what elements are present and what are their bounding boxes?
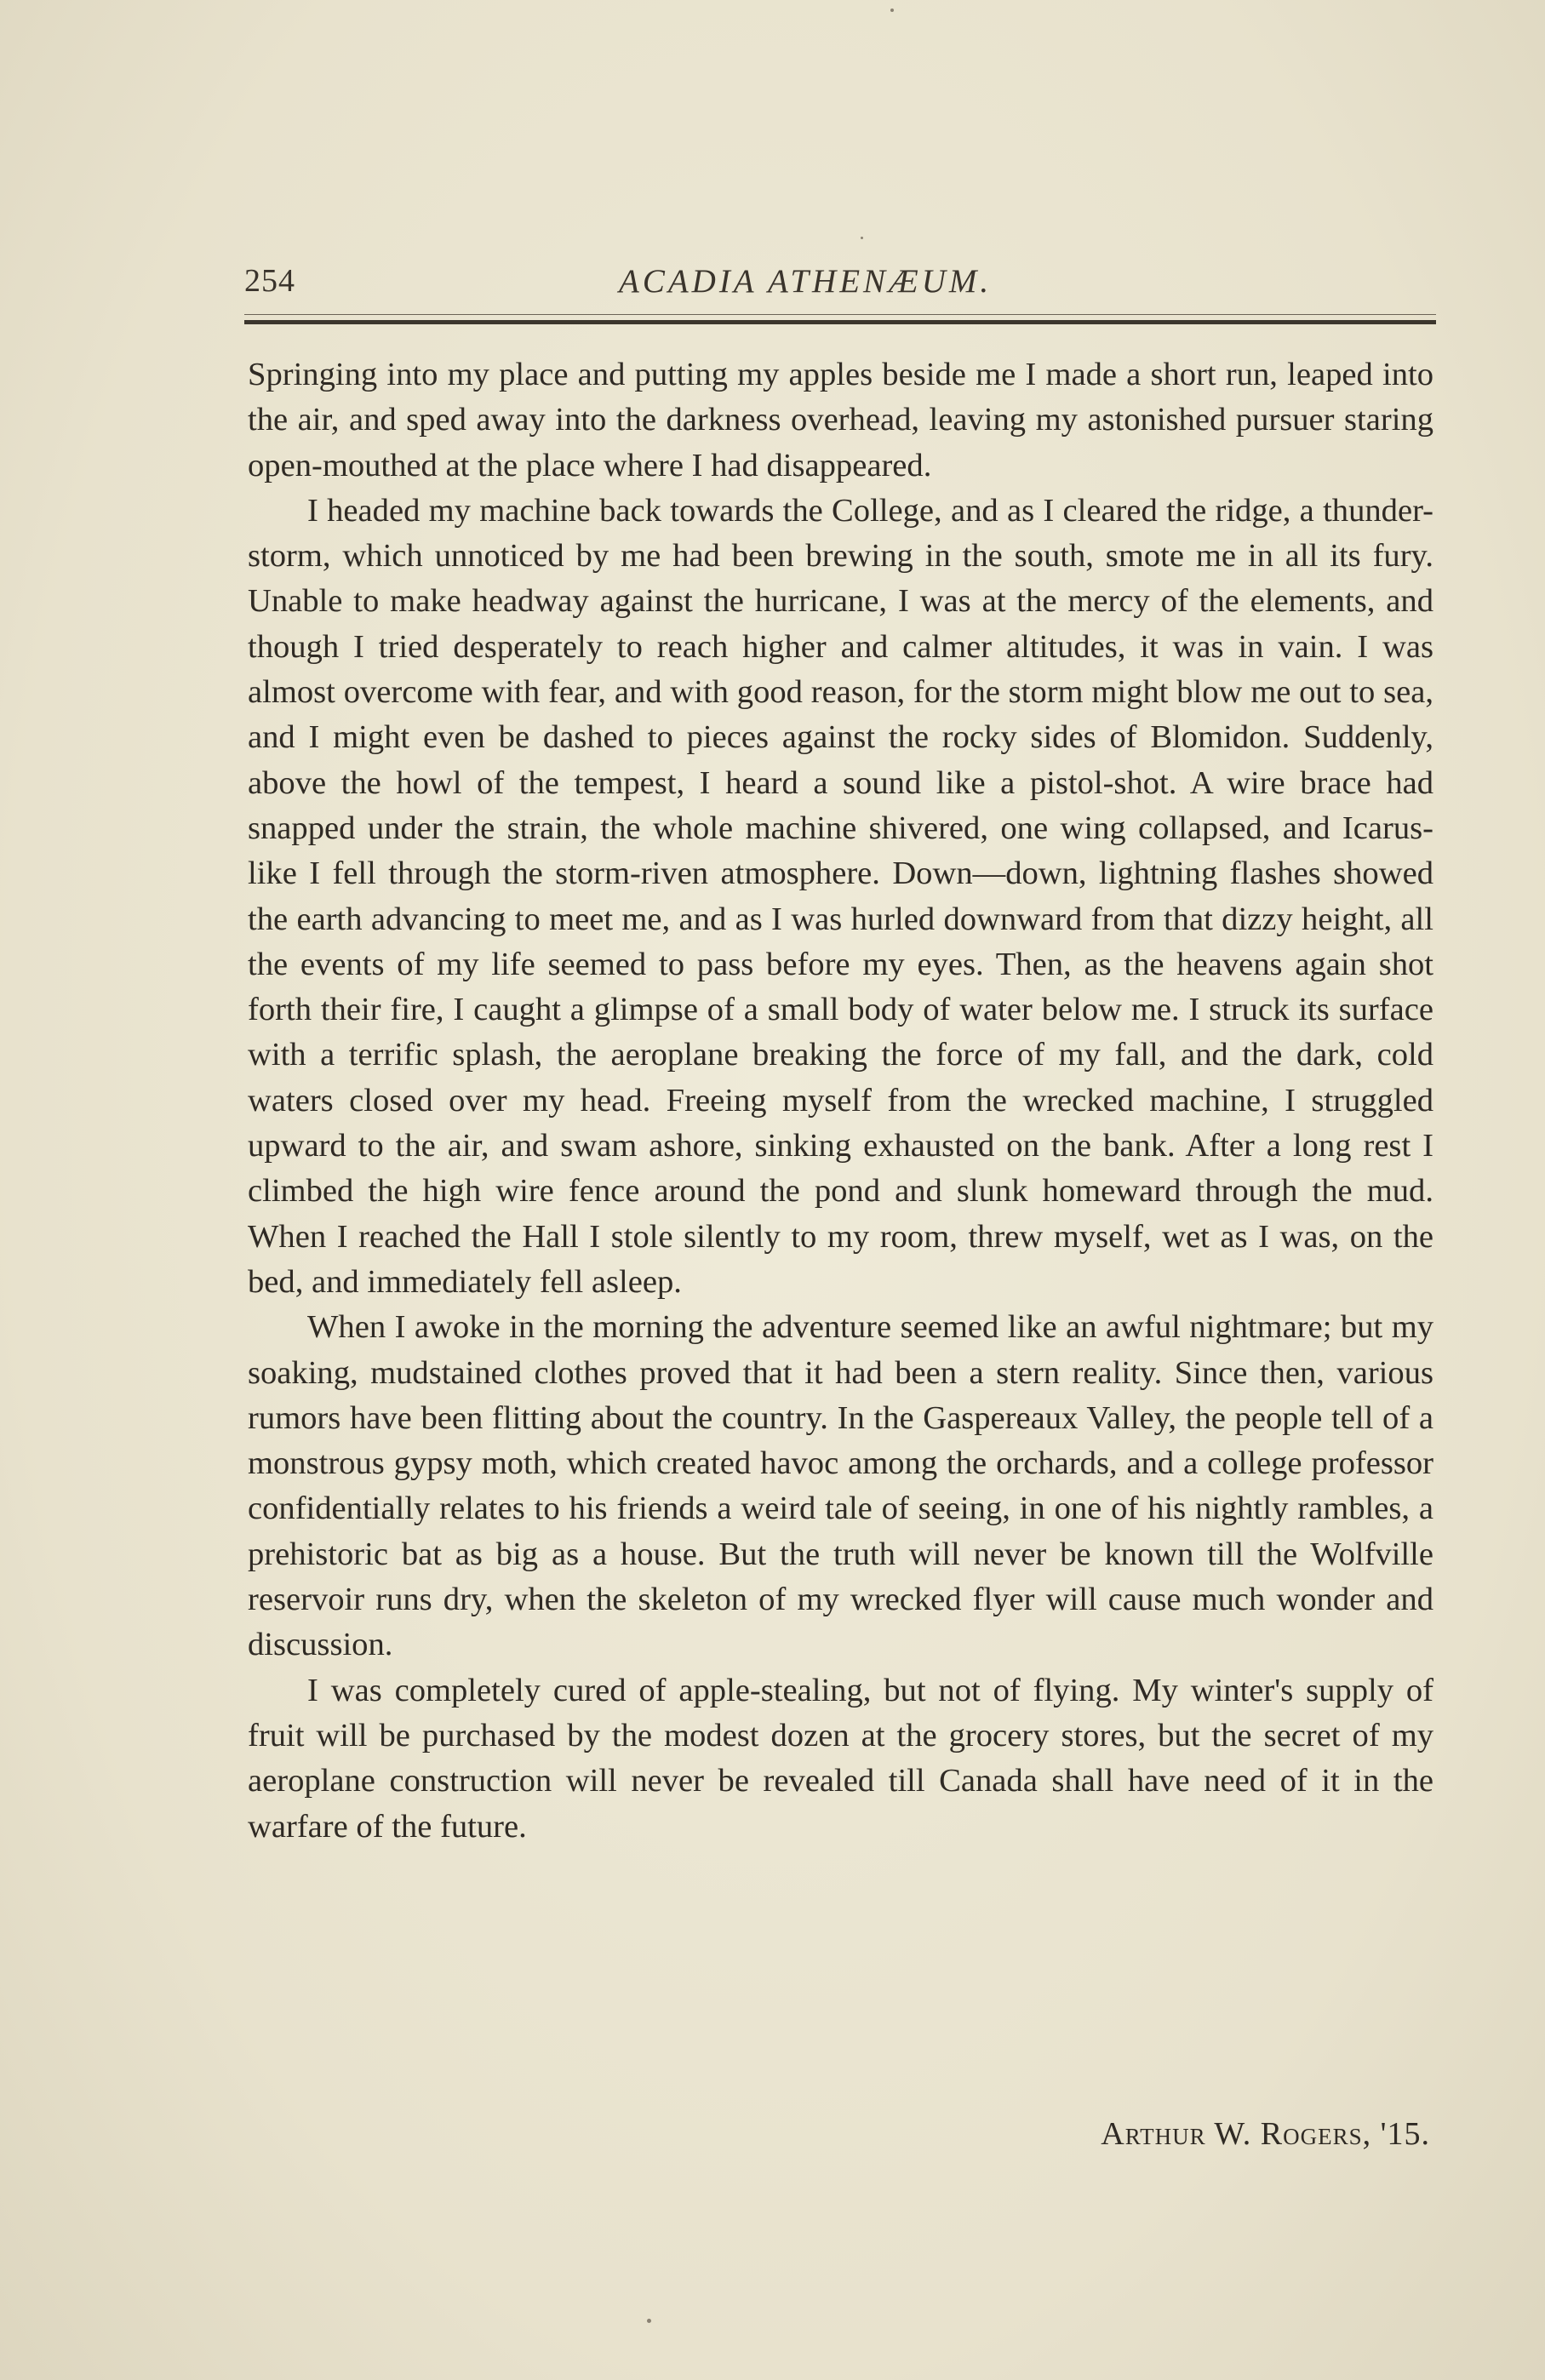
page-header <box>244 262 1436 313</box>
author-signature: Arthur W. Rogers, '15. <box>1101 2116 1430 2152</box>
paragraph: I was completely cured of apple-stealing, but not of flying. My winter's supply of fruit will be purchased by the modest dozen at the grocery stores, but the secret of my aeroplane construction will never be revealed till Canada shall have need of it in the warfare of the future. <box>248 1672 1433 1845</box>
paragraph: When I awoke in the morning the adventure seemed like an awful nightmare; but my soaking, mudstained clothes proved that it had been a stern reality. Since then, various rumors have been flitting about the country. In the Gaspereaux Valley, the people tell of a monstrous gypsy moth, which created havoc among the orchards, and a college professor confidentially relates to his friends a weird tale of seeing, in one of his nightly rambles, a prehistoric bat as big as a house. But the truth will never be known till the Wolfville reservoir runs dry, when the skeleton of my wrecked flyer will cause much wonder and discussion. <box>248 1309 1433 1663</box>
paragraph: I headed my machine back towards the College, and as I cleared the ridge, a thunder-storm, which unnoticed by me had been brewing in the south, smote me in all its fury. Unable to make headway against the hurricane, I was at the mercy of the elements, and though I tried desperately to reach higher and calmer altitudes, it was in vain. I was almost overcome with fear, and with good reason, for the storm might blow me out to sea, and I might even be dashed to pieces against the rocky sides of Blomidon. Suddenly, above the howl of the tempest, I heard a sound like a pistol-shot. A wire brace had snapped under the strain, the whole machine shivered, one wing collapsed, and Icarus-like I fell through the storm-riven atmosphere. Down—down, lightning flashes showed the earth advancing to meet me, and as I was hurled downward from that dizzy height, all the events of my life seemed to pass before my eyes. Then, as the heavens again shot forth their fire, I caught a glimpse of a small body of water below me. I struck its surface with a terrific splash, the aeroplane breaking the force of my fall, and the dark, cold waters closed over my head. Freeing myself from the wrecked machine, I struggled upward to the air, and swam ashore, sinking exhausted on the bank. After a long rest I climbed the high wire fence around the pond and slunk homeward through the mud. When I reached the Hall I stole silently to my room, threw myself, wet as I was, on the bed, and immediately fell asleep. <box>248 492 1433 1300</box>
header-rule <box>244 320 1436 324</box>
paper-speck <box>890 9 894 12</box>
header-rule-thin <box>244 314 1436 315</box>
page-number: 254 <box>244 263 295 299</box>
running-title: ACADIA ATHENÆUM. <box>619 263 993 300</box>
paragraph: Springing into my place and putting my apples beside me I made a short run, leaped into the air, and sped away into the darkness overhead, leaving my astonished pursuer staring open-mouthed at the place where I had disappeared. <box>248 357 1433 483</box>
paper-speck <box>861 237 863 239</box>
paper-speck <box>647 2319 651 2323</box>
article-body <box>248 352 1433 1850</box>
